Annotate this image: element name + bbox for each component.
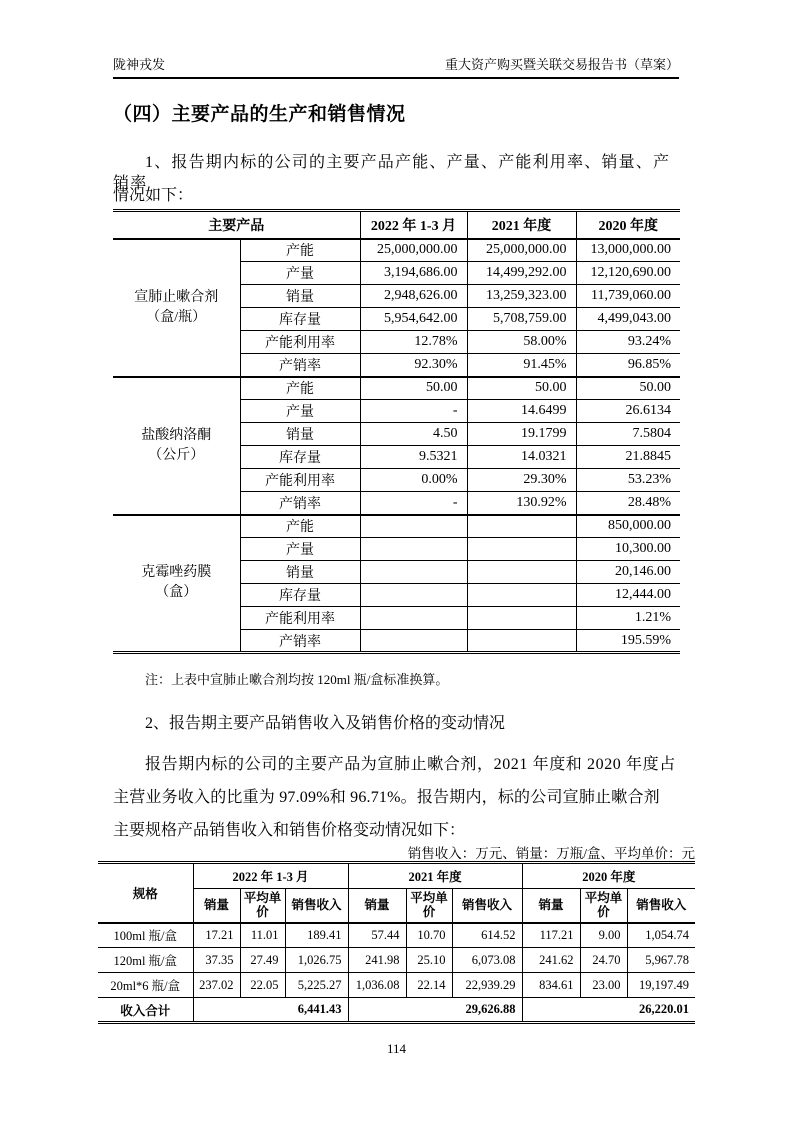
value-cell: 850,000.00: [576, 515, 680, 538]
value-cell: [360, 607, 467, 630]
value-cell: -: [360, 400, 467, 423]
value-cell: 50.00: [576, 377, 680, 400]
value-cell: 614.52: [452, 923, 522, 948]
value-cell: 834.61: [522, 973, 580, 998]
header-avg-price: 平均单价: [406, 889, 452, 923]
table1-note: 注：上表中宣肺止嗽合剂均按 120ml 瓶/盒标准换算。: [145, 672, 449, 687]
value-cell: [360, 561, 467, 584]
value-cell: 2,948,626.00: [360, 285, 467, 308]
item1-paragraph-line2: 情况如下：: [113, 187, 194, 204]
header-revenue: 销售收入: [285, 889, 348, 923]
revenue-table: [98, 861, 695, 1024]
product-name: 盐酸纳洛酮: [141, 427, 212, 443]
metric-cell: 销量: [240, 423, 360, 446]
value-cell: 50.00: [467, 377, 576, 400]
value-cell: 5,708,759.00: [467, 308, 576, 331]
production-sales-table: [113, 209, 680, 654]
header-avg-price: 平均单价: [580, 889, 627, 923]
value-cell: 13,259,323.00: [467, 285, 576, 308]
table-row: [113, 239, 680, 262]
header-rule: [113, 77, 679, 79]
table-header-row: [98, 863, 695, 889]
value-cell: 91.45%: [467, 354, 576, 377]
header-revenue: 销售收入: [452, 889, 522, 923]
header-revenue: 销售收入: [627, 889, 695, 923]
value-cell: 37.35: [193, 948, 240, 973]
metric-cell: 产能利用率: [240, 469, 360, 492]
product-cell: [113, 515, 240, 653]
value-cell: 25.10: [406, 948, 452, 973]
value-cell: 21.8845: [576, 446, 680, 469]
value-cell: 22.05: [240, 973, 285, 998]
value-cell: 19.1799: [467, 423, 576, 446]
product-cell: [113, 377, 240, 515]
value-cell: 93.24%: [576, 331, 680, 354]
value-cell: 1.21%: [576, 607, 680, 630]
table-row: [113, 377, 680, 400]
value-cell: 4.50: [360, 423, 467, 446]
header-2022: 2022 年 1-3 月: [193, 863, 348, 889]
metric-cell: 销量: [240, 285, 360, 308]
value-cell: [360, 584, 467, 607]
table-row: [98, 948, 695, 973]
total-2022: 6,441.43: [193, 998, 348, 1023]
value-cell: 10,300.00: [576, 538, 680, 561]
value-cell: 12,444.00: [576, 584, 680, 607]
table-row: [113, 515, 680, 538]
production-sales-table-wrap: [113, 209, 680, 654]
value-cell: 195.59%: [576, 630, 680, 653]
value-cell: 26.6134: [576, 400, 680, 423]
value-cell: 25,000,000.00: [360, 239, 467, 262]
header-volume: 销量: [193, 889, 240, 923]
value-cell: [467, 630, 576, 653]
item2-paragraph-line2: 主营业务收入的比重为 97.09%和 96.71%。报告期内，标的公司宣肺止嗽合剂: [113, 789, 660, 806]
value-cell: 12,120,690.00: [576, 262, 680, 285]
value-cell: 58.00%: [467, 331, 576, 354]
metric-cell: 产销率: [240, 630, 360, 653]
metric-cell: 销量: [240, 561, 360, 584]
value-cell: 14.6499: [467, 400, 576, 423]
spec-cell: 100ml 瓶/盒: [98, 923, 193, 948]
header-avg-price: 平均单价: [240, 889, 285, 923]
product-unit: （盒/瓶）: [146, 309, 207, 325]
value-cell: 1,054.74: [627, 923, 695, 948]
value-cell: 5,225.27: [285, 973, 348, 998]
value-cell: [360, 538, 467, 561]
metric-cell: 产能利用率: [240, 331, 360, 354]
product-unit: （公斤）: [148, 447, 205, 463]
units-note: 销售收入：万元、销量：万瓶/盒、平均单价：元: [407, 846, 695, 861]
value-cell: 53.23%: [576, 469, 680, 492]
value-cell: 11,739,060.00: [576, 285, 680, 308]
value-cell: [467, 538, 576, 561]
value-cell: 4,499,043.00: [576, 308, 680, 331]
metric-cell: 产能: [240, 377, 360, 400]
product-name: 克霉唑药膜: [141, 565, 212, 581]
value-cell: 27.49: [240, 948, 285, 973]
value-cell: 11.01: [240, 923, 285, 948]
total-2020: 26,220.01: [522, 998, 695, 1023]
value-cell: 7.5804: [576, 423, 680, 446]
value-cell: 117.21: [522, 923, 580, 948]
value-cell: 19,197.49: [627, 973, 695, 998]
value-cell: 189.41: [285, 923, 348, 948]
metric-cell: 库存量: [240, 584, 360, 607]
metric-cell: 库存量: [240, 446, 360, 469]
spec-cell: 20ml*6 瓶/盒: [98, 973, 193, 998]
metric-cell: 产销率: [240, 354, 360, 377]
product-unit: （盒）: [155, 585, 198, 601]
product-cell: [113, 239, 240, 377]
value-cell: 241.98: [348, 948, 406, 973]
product-name: 宣肺止嗽合剂: [134, 289, 219, 305]
value-cell: 14.0321: [467, 446, 576, 469]
value-cell: 12.78%: [360, 331, 467, 354]
value-cell: 22,939.29: [452, 973, 522, 998]
item2-heading: 2、报告期主要产品销售收入及销售价格的变动情况: [145, 715, 506, 732]
value-cell: [467, 561, 576, 584]
value-cell: 22.14: [406, 973, 452, 998]
value-cell: [360, 630, 467, 653]
value-cell: 92.30%: [360, 354, 467, 377]
value-cell: [467, 515, 576, 538]
page-number: 114: [386, 1041, 407, 1056]
running-header-company: 陇神戎发: [113, 57, 166, 72]
header-2020: 2020 年度: [576, 211, 680, 239]
header-2021: 2021 年度: [348, 863, 522, 889]
section-title: （四）主要产品的生产和销售情况: [113, 104, 406, 125]
value-cell: 20,146.00: [576, 561, 680, 584]
value-cell: 5,967.78: [627, 948, 695, 973]
value-cell: 13,000,000.00: [576, 239, 680, 262]
spec-cell: 120ml 瓶/盒: [98, 948, 193, 973]
value-cell: 9.5321: [360, 446, 467, 469]
metric-cell: 产量: [240, 538, 360, 561]
header-volume: 销量: [348, 889, 406, 923]
value-cell: 17.21: [193, 923, 240, 948]
value-cell: [467, 607, 576, 630]
table-row: [98, 973, 695, 998]
metric-cell: 产能: [240, 515, 360, 538]
total-label: 收入合计: [98, 998, 193, 1023]
value-cell: -: [360, 492, 467, 515]
value-cell: 241.62: [522, 948, 580, 973]
value-cell: 24.70: [580, 948, 627, 973]
running-header-doc-title: 重大资产购买暨关联交易报告书（草案）: [444, 57, 679, 72]
value-cell: 96.85%: [576, 354, 680, 377]
value-cell: 25,000,000.00: [467, 239, 576, 262]
value-cell: 10.70: [406, 923, 452, 948]
item2-paragraph-line3: 主要规格产品销售收入和销售价格变动情况如下：: [113, 822, 466, 839]
value-cell: 9.00: [580, 923, 627, 948]
item2-paragraph-line1: 报告期内标的公司的主要产品为宣肺止嗽合剂，2021 年度和 2020 年度占: [145, 756, 676, 773]
value-cell: 57.44: [348, 923, 406, 948]
value-cell: 23.00: [580, 973, 627, 998]
item1-paragraph-line1: 1、报告期内标的公司的主要产品产能、产量、产能利用率、销量、产销率: [113, 154, 671, 192]
metric-cell: 产能: [240, 239, 360, 262]
table-header-row: [113, 211, 680, 239]
header-volume: 销量: [522, 889, 580, 923]
value-cell: 50.00: [360, 377, 467, 400]
revenue-table-wrap: [98, 861, 695, 1024]
header-2020: 2020 年度: [522, 863, 695, 889]
value-cell: 0.00%: [360, 469, 467, 492]
header-spec: 规格: [98, 863, 193, 923]
value-cell: 237.02: [193, 973, 240, 998]
header-product: 主要产品: [113, 211, 360, 239]
header-2021: 2021 年度: [467, 211, 576, 239]
metric-cell: 产销率: [240, 492, 360, 515]
value-cell: [467, 584, 576, 607]
total-2021: 29,626.88: [348, 998, 522, 1023]
value-cell: 3,194,686.00: [360, 262, 467, 285]
table-row: [98, 923, 695, 948]
value-cell: 5,954,642.00: [360, 308, 467, 331]
header-2022: 2022 年 1-3 月: [360, 211, 467, 239]
metric-cell: 产能利用率: [240, 607, 360, 630]
value-cell: 6,073.08: [452, 948, 522, 973]
value-cell: 1,026.75: [285, 948, 348, 973]
value-cell: 29.30%: [467, 469, 576, 492]
metric-cell: 库存量: [240, 308, 360, 331]
value-cell: 28.48%: [576, 492, 680, 515]
value-cell: 130.92%: [467, 492, 576, 515]
value-cell: 1,036.08: [348, 973, 406, 998]
metric-cell: 产量: [240, 262, 360, 285]
value-cell: 14,499,292.00: [467, 262, 576, 285]
metric-cell: 产量: [240, 400, 360, 423]
total-row: [98, 998, 695, 1023]
value-cell: [360, 515, 467, 538]
